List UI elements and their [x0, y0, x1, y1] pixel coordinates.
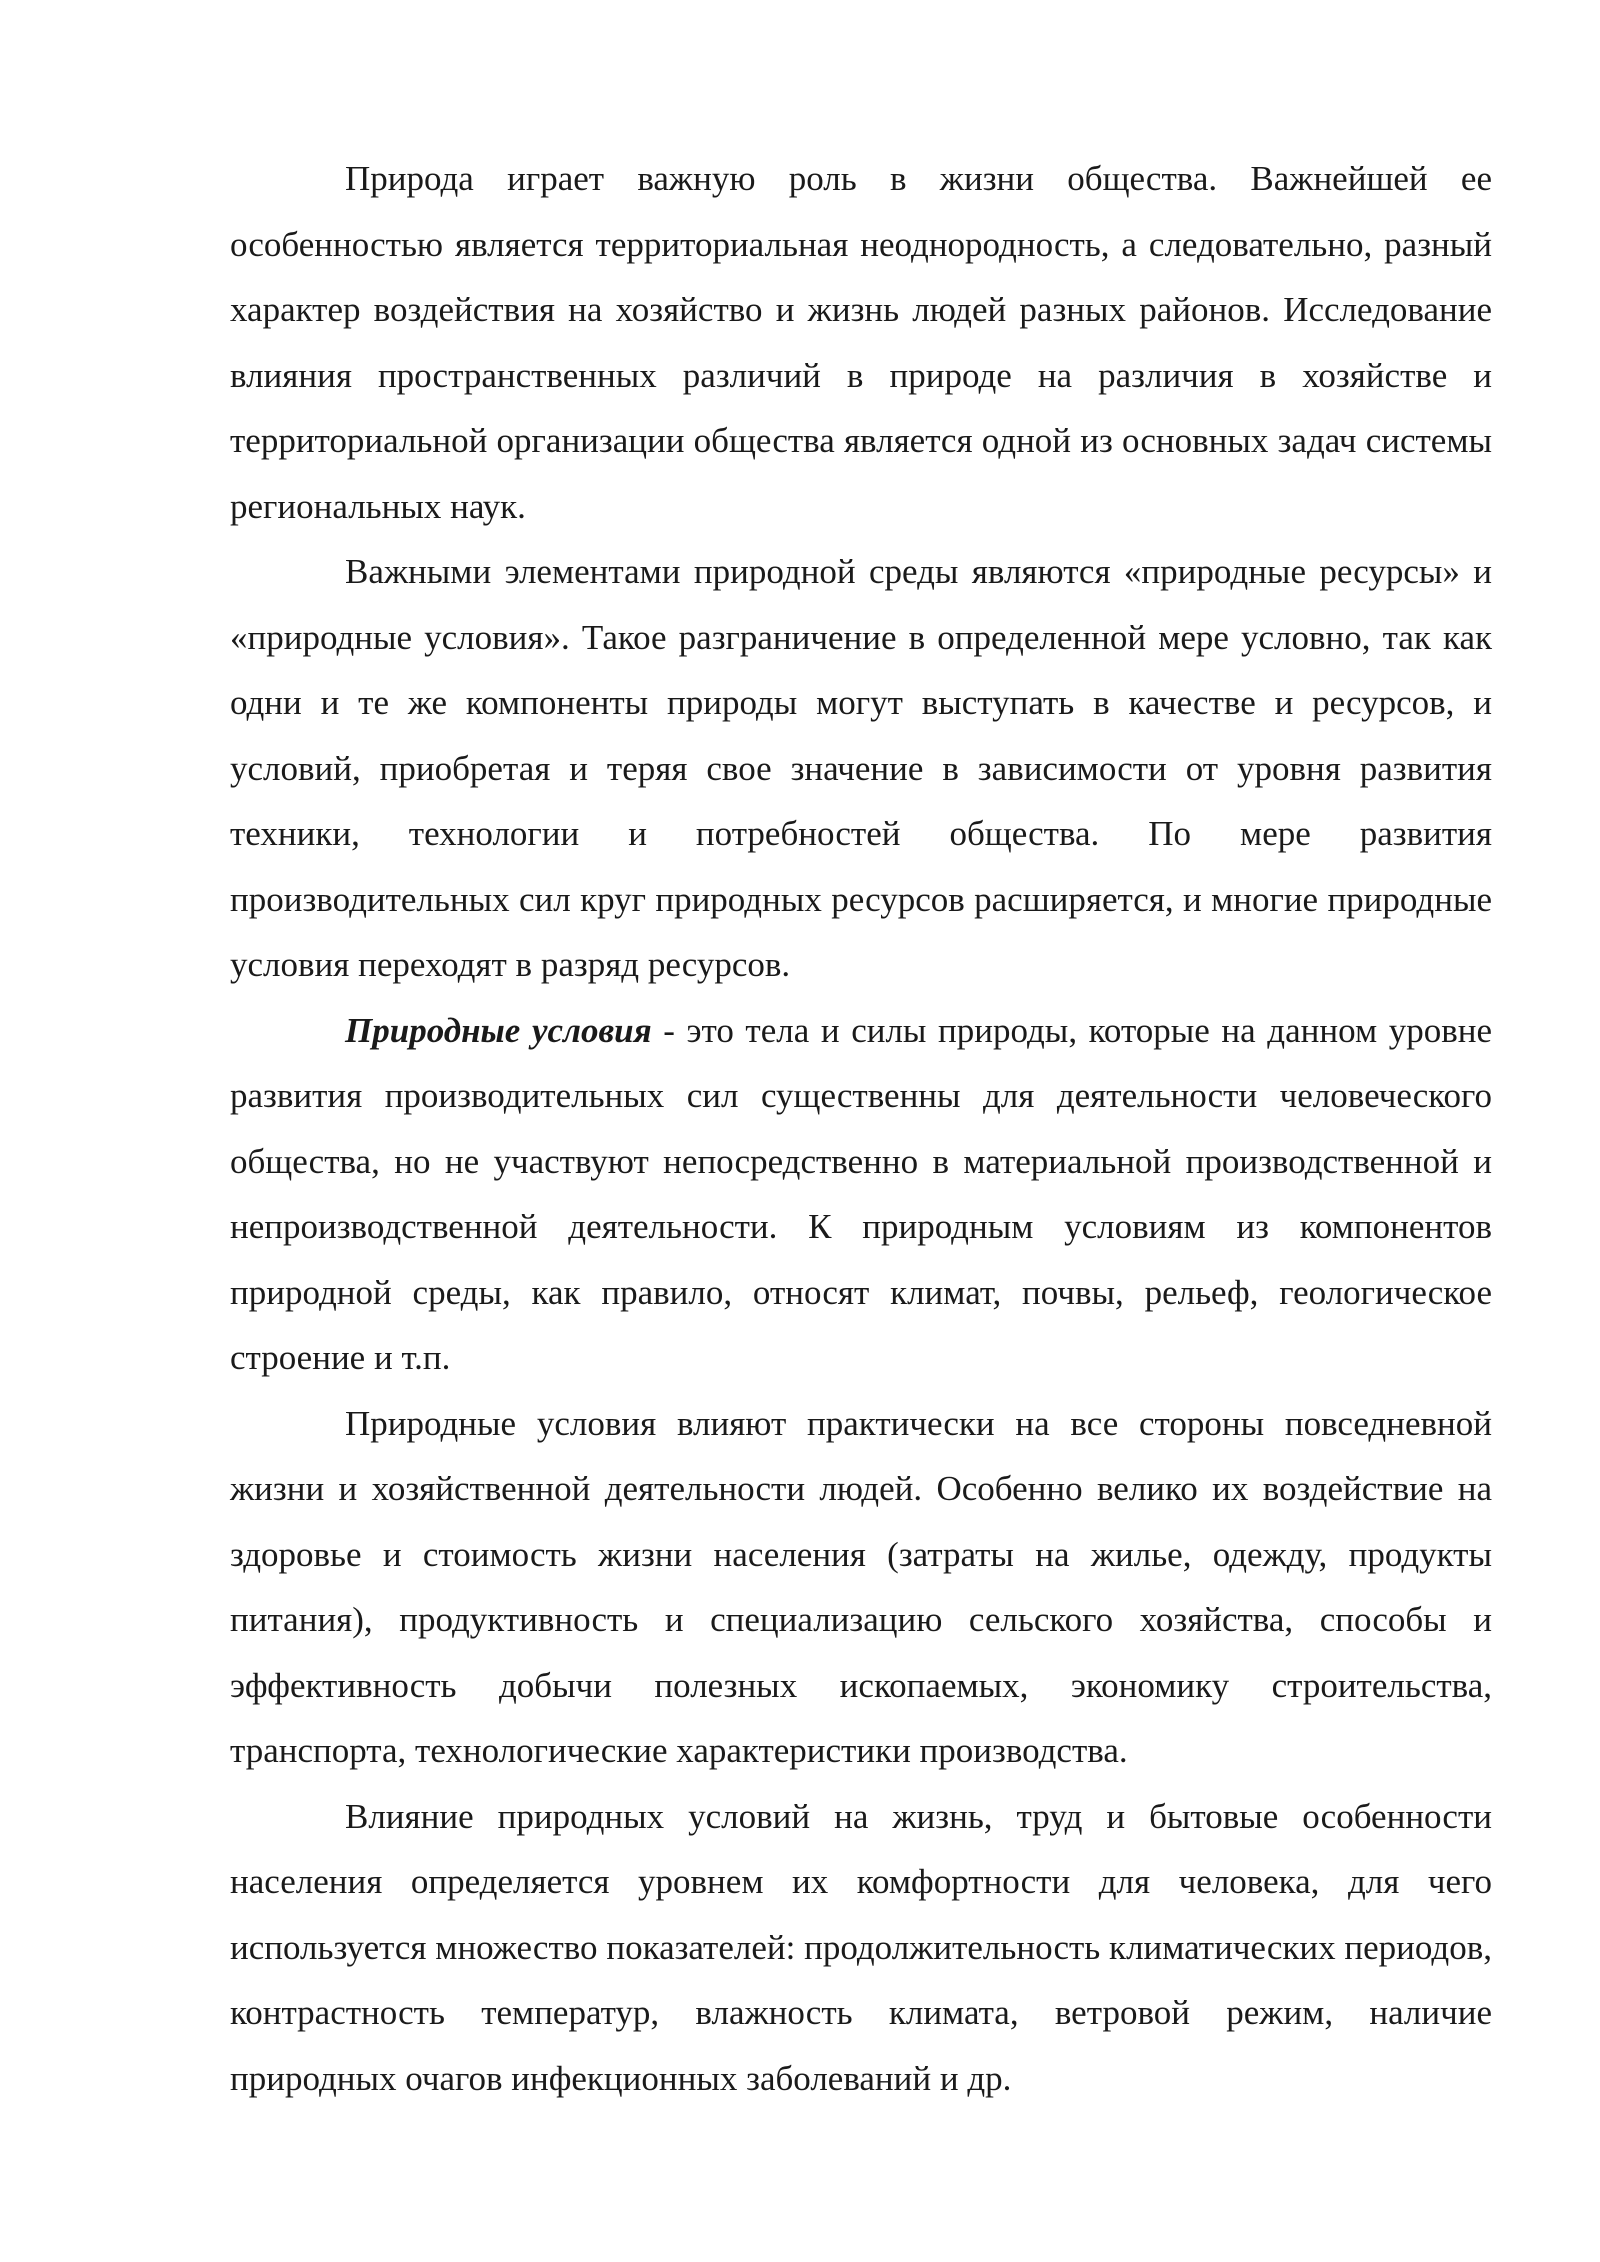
paragraph-5	[230, 1784, 1492, 2112]
paragraph-3	[230, 998, 1492, 1391]
paragraph-4-text: Природные условия влияют практически на все стороны повседневной жизни и хозяйственной деятельности людей. Особенно велико их воздействие на здоровье и стоимость жизни населения (затраты на жилье, одежду, продукты питания), продуктивность и специализацию сельского хозяйства, способы и эффективность добычи полезных ископаемых, экономику строительства, транспорта, технологические характеристики производства.	[230, 1403, 1492, 1770]
paragraph-4	[230, 1391, 1492, 1784]
paragraph-5-text: Влияние природных условий на жизнь, труд и бытовые особенности населения определяется уровнем их комфортности для человека, для чего используется множество показателей: продолжительность климатических периодов, контрастность температур, влажность климата, ветровой режим, наличие природных очагов инфекционных заболеваний и др.	[230, 1796, 1492, 2098]
paragraph-1-text: Природа играет важную роль в жизни общества. Важнейшей ее особенностью является территориальная неоднородность, а следовательно, разный характер воздействия на хозяйство и жизнь людей разных районов. Исследование влияния пространственных различий в природе на различия в хозяйстве и территориальной организации общества является одной из основных задач системы региональных наук.	[230, 159, 1492, 526]
defined-term: Природные условия	[345, 1010, 652, 1050]
paragraph-3-text: - это тела и силы природы, которые на данном уровне развития производительных сил существенны для деятельности человеческого общества, но не участвуют непосредственно в материальной производственной и непроизводственной деятельности. К природным условиям из компонентов природной среды, как правило, относят климат, почвы, рельеф, геологическое строение и т.п.	[230, 1010, 1492, 1377]
paragraph-2	[230, 539, 1492, 998]
document-body	[230, 146, 1492, 2111]
paragraph-1	[230, 146, 1492, 539]
paragraph-2-text: Важными элементами природной среды являются «природные ресурсы» и «природные условия». Такое разграничение в определенной мере условно, так как одни и те же компоненты природы могут выступать в качестве и ресурсов, и условий, приобретая и теряя свое значение в зависимости от уровня развития техники, технологии и потребностей общества. По мере развития производительных сил круг природных ресурсов расширяется, и многие природные условия переходят в разряд ресурсов.	[230, 552, 1492, 984]
